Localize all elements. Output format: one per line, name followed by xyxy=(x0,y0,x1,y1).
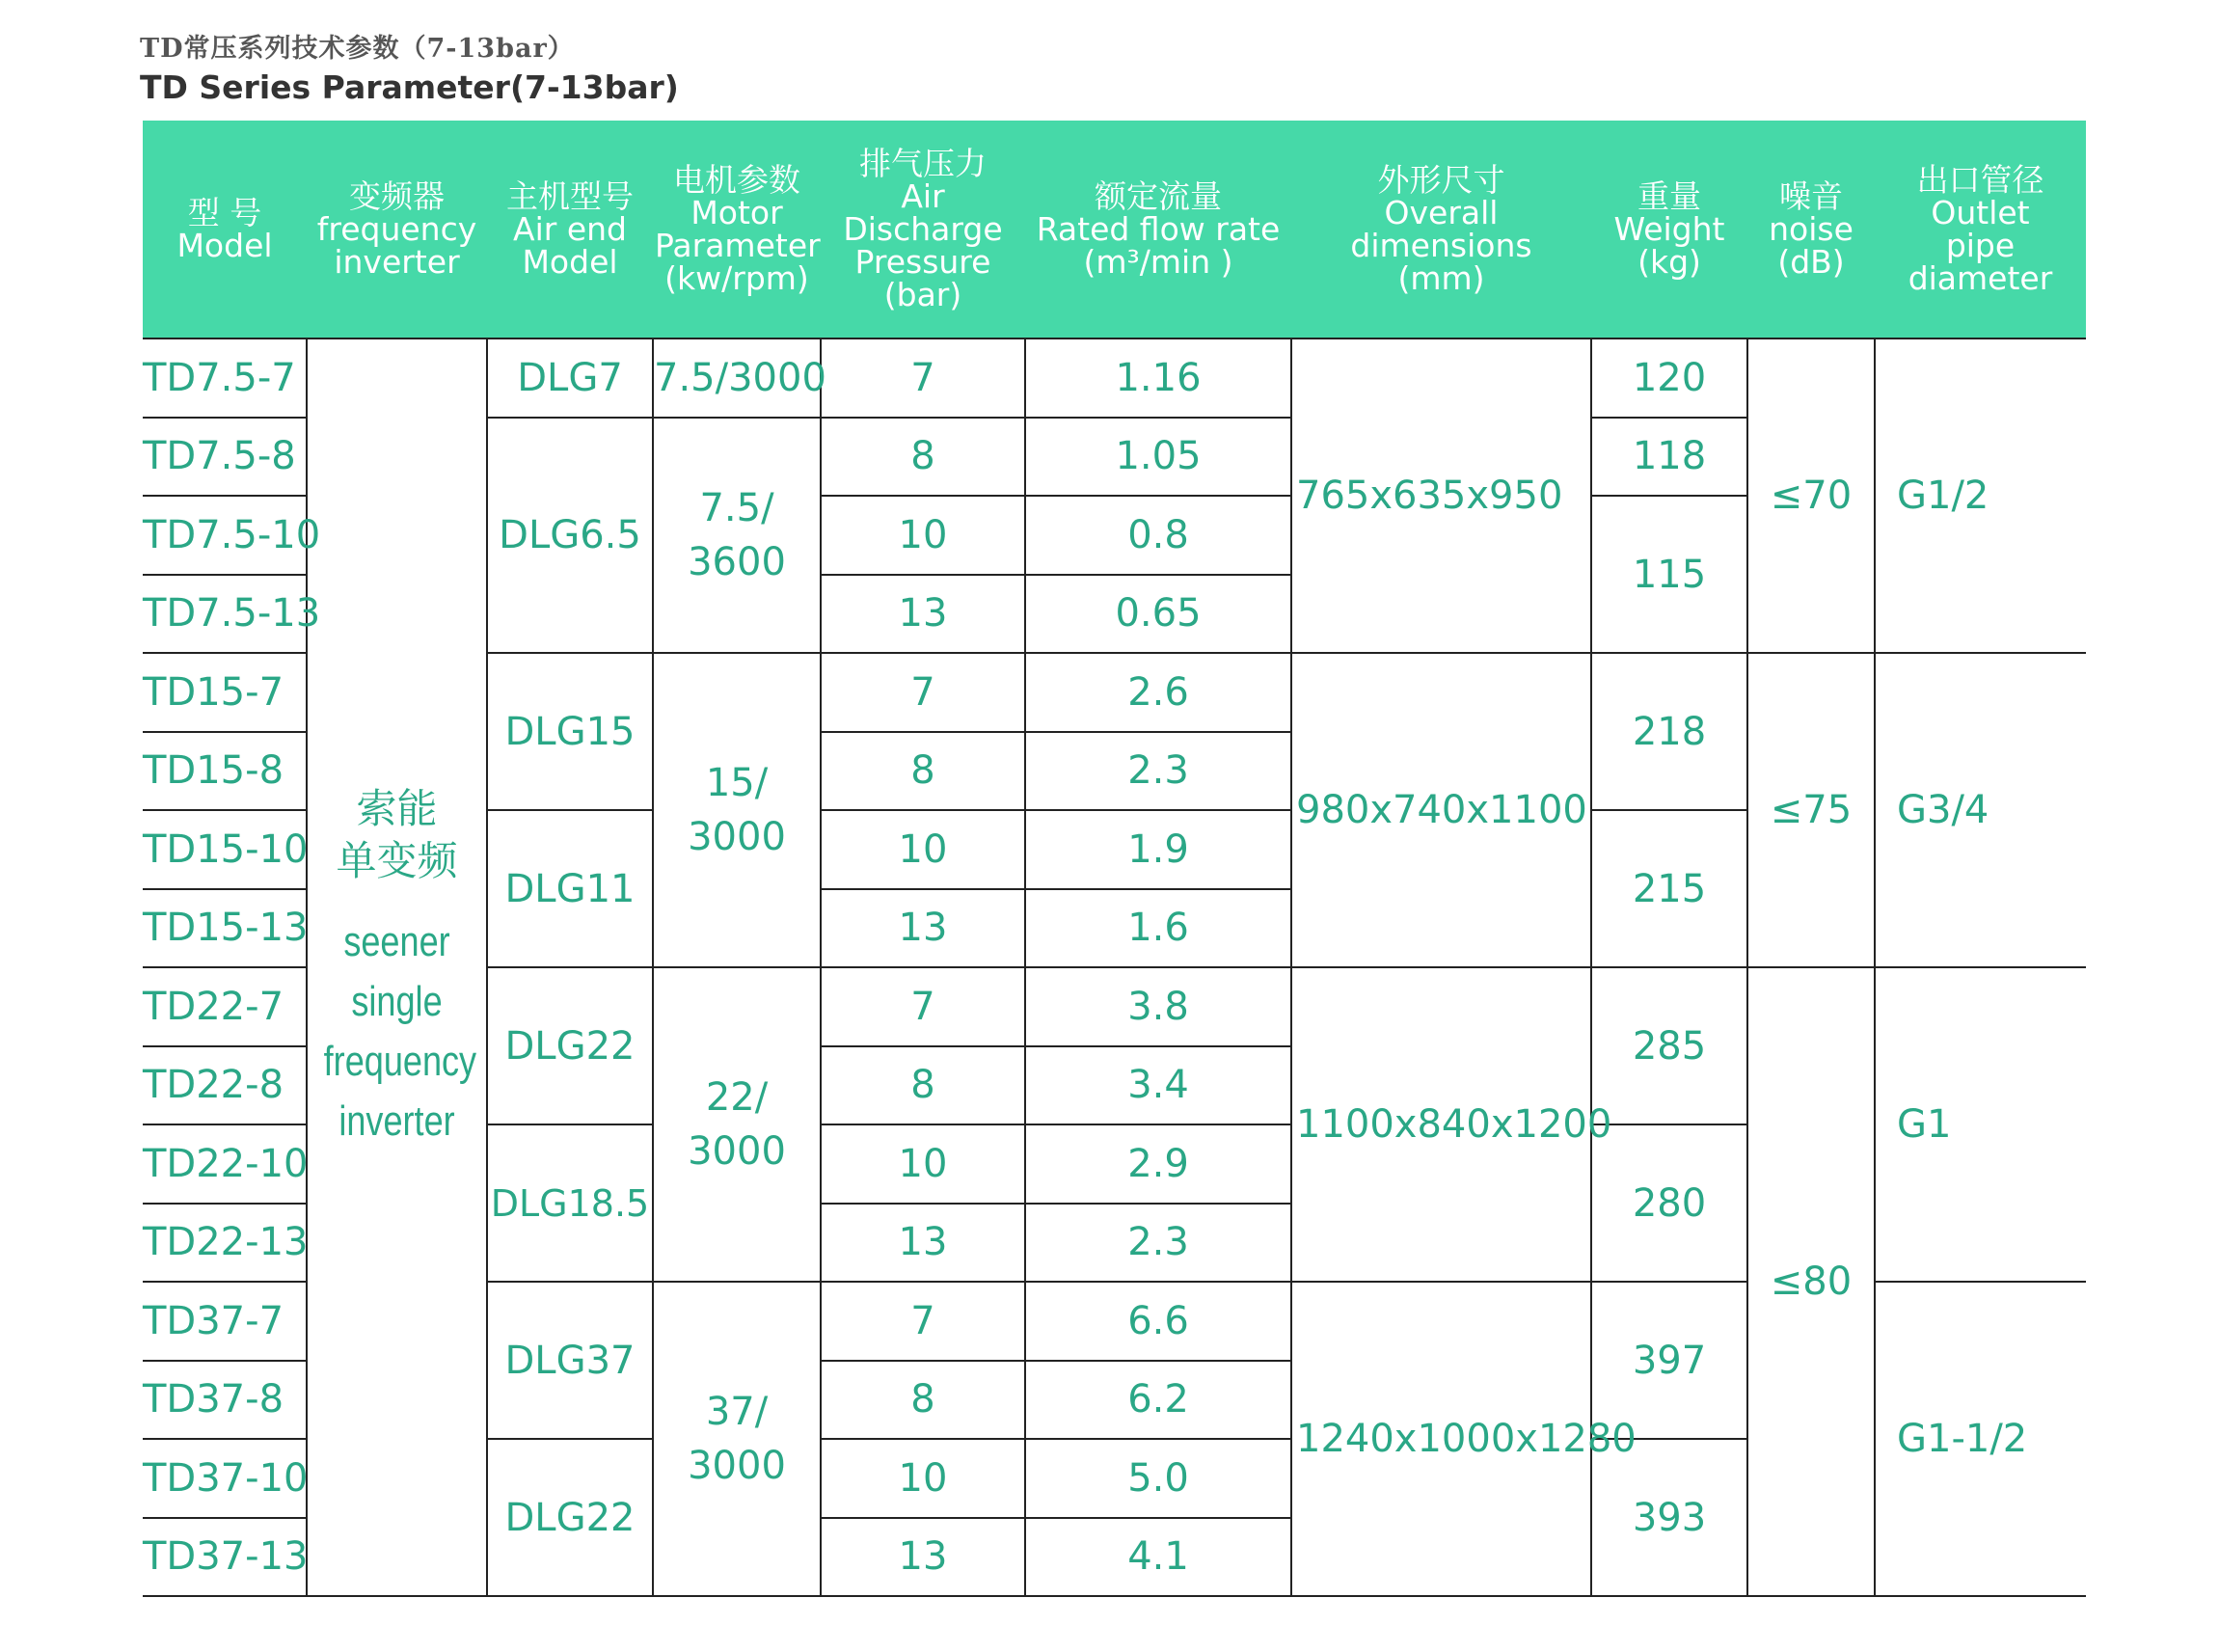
motor-cell: 37/ 3000 xyxy=(653,1282,821,1596)
model-cell: TD37-13 xyxy=(143,1518,307,1597)
air-end-cell: DLG18.5 xyxy=(487,1124,653,1282)
pressure-cell: 10 xyxy=(821,1124,1025,1204)
outlet-cell: G1 xyxy=(1875,967,2086,1282)
noise-cell: ≤80 xyxy=(1747,967,1875,1596)
flow-cell: 4.1 xyxy=(1025,1518,1291,1597)
pressure-cell: 7 xyxy=(821,339,1025,418)
flow-cell: 2.9 xyxy=(1025,1124,1291,1204)
weight-cell: 218 xyxy=(1591,653,1747,810)
weight-cell: 118 xyxy=(1591,418,1747,497)
pressure-cell: 13 xyxy=(821,1518,1025,1597)
weight-cell: 115 xyxy=(1591,496,1747,653)
motor-cell: 15/ 3000 xyxy=(653,653,821,967)
pressure-cell: 13 xyxy=(821,575,1025,654)
model-cell: TD15-8 xyxy=(143,732,307,811)
flow-cell: 2.6 xyxy=(1025,653,1291,732)
flow-cell: 6.2 xyxy=(1025,1361,1291,1440)
model-cell: TD7.5-13 xyxy=(143,575,307,654)
air-end-cell: DLG22 xyxy=(487,1439,653,1596)
noise-cell: ≤75 xyxy=(1747,653,1875,967)
flow-cell: 1.16 xyxy=(1025,339,1291,418)
flow-cell: 3.4 xyxy=(1025,1046,1291,1125)
flow-cell: 0.8 xyxy=(1025,496,1291,575)
model-cell: TD7.5-10 xyxy=(143,496,307,575)
outlet-cell: G1/2 xyxy=(1875,339,2086,653)
model-cell: TD22-8 xyxy=(143,1046,307,1125)
pressure-cell: 8 xyxy=(821,1046,1025,1125)
model-cell: TD15-10 xyxy=(143,810,307,889)
header-outlet: 出口管径 Outlet pipe diameter xyxy=(1875,121,2086,339)
model-cell: TD22-13 xyxy=(143,1204,307,1283)
page-title-en: TD Series Parameter(7-13bar) xyxy=(140,68,679,106)
model-cell: TD22-10 xyxy=(143,1124,307,1204)
model-cell: TD22-7 xyxy=(143,967,307,1046)
air-end-cell: DLG6.5 xyxy=(487,418,653,654)
model-cell: TD7.5-7 xyxy=(143,339,307,418)
header-flow: 额定流量 Rated flow rate (m³/min ) xyxy=(1025,121,1291,339)
flow-cell: 0.65 xyxy=(1025,575,1291,654)
outlet-cell: G3/4 xyxy=(1875,653,2086,967)
pressure-cell: 8 xyxy=(821,418,1025,497)
dimensions-cell: 765x635x950 xyxy=(1291,339,1591,653)
pressure-cell: 8 xyxy=(821,732,1025,811)
weight-cell: 120 xyxy=(1591,339,1747,418)
pressure-cell: 7 xyxy=(821,653,1025,732)
header-model: 型 号 Model xyxy=(143,121,307,339)
noise-cell: ≤70 xyxy=(1747,339,1875,653)
weight-cell: 393 xyxy=(1591,1439,1747,1596)
inverter-cell: 索能 单变频 seener single frequency inverter xyxy=(307,339,487,1596)
header-weight: 重量 Weight (kg) xyxy=(1591,121,1747,339)
pressure-cell: 10 xyxy=(821,1439,1025,1518)
pressure-cell: 8 xyxy=(821,1361,1025,1440)
motor-cell: 7.5/ 3600 xyxy=(653,418,821,654)
pressure-cell: 13 xyxy=(821,1204,1025,1283)
model-cell: TD37-8 xyxy=(143,1361,307,1440)
weight-cell: 280 xyxy=(1591,1124,1747,1282)
weight-cell: 285 xyxy=(1591,967,1747,1124)
air-end-cell: DLG15 xyxy=(487,653,653,810)
flow-cell: 1.9 xyxy=(1025,810,1291,889)
page-title-cn: TD常压系列技术参数（7-13bar） xyxy=(140,34,575,64)
model-cell: TD15-13 xyxy=(143,889,307,968)
header-pressure: 排气压力 Air Discharge Pressure (bar) xyxy=(821,121,1025,339)
weight-cell: 397 xyxy=(1591,1282,1747,1439)
air-end-cell: DLG11 xyxy=(487,810,653,967)
weight-cell: 215 xyxy=(1591,810,1747,967)
parameter-table xyxy=(143,121,2086,1597)
flow-cell: 1.6 xyxy=(1025,889,1291,968)
model-cell: TD37-10 xyxy=(143,1439,307,1518)
motor-cell: 7.5/3000 xyxy=(653,339,821,418)
flow-cell: 1.05 xyxy=(1025,418,1291,497)
flow-cell: 6.6 xyxy=(1025,1282,1291,1361)
pressure-cell: 7 xyxy=(821,967,1025,1046)
air-end-cell: DLG7 xyxy=(487,339,653,418)
dimensions-cell: 980x740x1100 xyxy=(1291,653,1591,967)
pressure-cell: 10 xyxy=(821,496,1025,575)
header-dimensions: 外形尺寸 Overall dimensions (mm) xyxy=(1291,121,1591,339)
pressure-cell: 10 xyxy=(821,810,1025,889)
table-row xyxy=(143,339,2086,418)
flow-cell: 3.8 xyxy=(1025,967,1291,1046)
air-end-cell: DLG37 xyxy=(487,1282,653,1439)
pressure-cell: 13 xyxy=(821,889,1025,968)
header-inverter: 变频器 frequency inverter xyxy=(307,121,487,339)
dimensions-cell: 1100x840x1200 xyxy=(1291,967,1591,1282)
header-noise: 噪音 noise (dB) xyxy=(1747,121,1875,339)
air-end-cell: DLG22 xyxy=(487,967,653,1124)
flow-cell: 2.3 xyxy=(1025,732,1291,811)
header-air-end: 主机型号 Air end Model xyxy=(487,121,653,339)
pressure-cell: 7 xyxy=(821,1282,1025,1361)
model-cell: TD15-7 xyxy=(143,653,307,732)
motor-cell: 22/ 3000 xyxy=(653,967,821,1282)
model-cell: TD7.5-8 xyxy=(143,418,307,497)
header-motor: 电机参数 Motor Parameter (kw/rpm) xyxy=(653,121,821,339)
header-row xyxy=(143,121,2086,339)
dimensions-cell: 1240x1000x1280 xyxy=(1291,1282,1591,1596)
model-cell: TD37-7 xyxy=(143,1282,307,1361)
outlet-cell: G1-1/2 xyxy=(1875,1282,2086,1596)
flow-cell: 2.3 xyxy=(1025,1204,1291,1283)
flow-cell: 5.0 xyxy=(1025,1439,1291,1518)
